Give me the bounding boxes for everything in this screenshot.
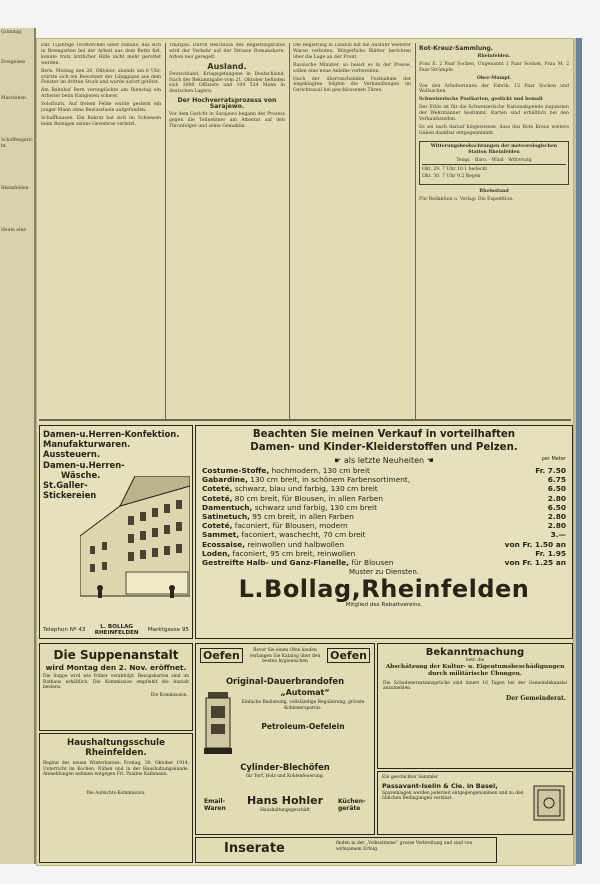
price-item-name: Gestreifte Halb- und Ganz-Flanelle, für Blousen (202, 558, 394, 568)
article-paragraph: Bern. Montag den 26. Oktober, abends um 6 Uhr, stürzte sich ein Bewohner der Länggasse aus dem Fenster im dritten Stock und wurde sofort getötet. (41, 68, 161, 86)
ad-oefen (195, 643, 375, 835)
column-rule (165, 43, 166, 419)
ad-category: Küchen-geräte (338, 798, 366, 812)
price-row (202, 466, 566, 475)
price-item-name: Coteté, schwarz, blau und farbig, 130 cm breit (202, 484, 378, 494)
ad-address: Marktgasse 95 (147, 627, 189, 633)
ad-tag: Oefen (200, 648, 243, 663)
price-row (202, 512, 566, 521)
column-rule (289, 43, 290, 419)
price-item-value: 6.50 (547, 484, 566, 494)
ad-footer: Die Kommission. (150, 692, 188, 698)
ad-line: Aussteuern. (43, 449, 101, 460)
left-fragment: Grimmig (1, 30, 22, 35)
left-fragment: Maschinen (1, 96, 26, 101)
ad-line: Wäsche. (61, 469, 101, 480)
ad-inserate (195, 837, 497, 863)
left-page-text (0, 28, 34, 236)
ad-line: St.Galler- (43, 480, 88, 491)
price-item-value: von Fr. 1.50 an (504, 539, 566, 549)
price-item-name: Costume-Stoffe, hochmodern, 130 cm breit (202, 466, 370, 475)
price-item-value: 6.75 (547, 475, 566, 485)
price-item-name: Ecossaise, reinwollen und halbwollen (202, 539, 345, 549)
ad-sign-name: L. BOLLAG (100, 624, 134, 630)
article-column-4 (419, 43, 569, 417)
article-column-2 (169, 43, 285, 417)
newspaper-page (36, 38, 574, 866)
ad-subhead: als letzte Neuheiten (343, 456, 425, 465)
price-row (202, 558, 566, 567)
ad-title: Cylinder-Blechöfen (240, 762, 330, 772)
ad-seller-sub: Haushaltungsgeschäft (260, 808, 310, 813)
subheading: Ober-Mumpf. (476, 75, 512, 81)
ad-sign-city: RHEINFELDEN (94, 630, 139, 636)
price-list (196, 465, 572, 567)
ad-body: Spareinlagen werden jederzeit entgegengenommen und zu den üblichen Bedingungen verzinst. (382, 790, 524, 802)
ad-samples: Muster zu Diensten. (348, 568, 420, 577)
price-item-name: Coteté, 80 cm breit, für Blousen, in allen Farben (202, 493, 384, 503)
section-heading-rotkreuz: Rot-Kreuz-Sammlung. (419, 45, 494, 52)
ad-footer: Die Aufsichts-Kommission. (86, 790, 146, 796)
section-rule (39, 419, 571, 421)
ad-body: für Torf, Holz und Kohlenfeuerung. (245, 774, 325, 779)
pointing-hand-icon: ☚ (426, 456, 434, 465)
weather-title: Witterungsbeobachtungen der meteorologischen Station Rheinfelden (430, 143, 558, 155)
left-page-edge (0, 28, 36, 864)
article-paragraph: Vor dem Gericht in Sarajewo begann der Prozess gegen die Teilnehmer am Attentat auf den Thronfolger und seine Gemahlin. (169, 112, 285, 129)
article-paragraph: Solothurn. Auf freiem Felde wurde gestern ein junger Mann ohne Bewusstsein aufgefunden. (41, 102, 161, 114)
price-item-value: Fr. 7.50 (535, 466, 566, 475)
price-row (202, 475, 566, 484)
weather-table (419, 141, 569, 186)
price-item-value: 2.80 (547, 493, 566, 503)
ad-brand: L.Bollag,Rheinfelden (238, 575, 530, 604)
price-item-name: Gabardine, 130 cm breit, in schönem Farbensortiment, (202, 475, 411, 485)
ad-body: Die Schadenersatzansprüche sind innert 10 Tagen bei der Gemeindekanzlei anzumelden. (383, 680, 567, 692)
ad-heading: Abschätzung der Kultur- u. Eigentumsbeschädigungen durch militärische Übungen. (385, 663, 565, 677)
ad-line: Stickereien (43, 490, 97, 501)
ad-line: Manufakturwaren. (43, 439, 131, 450)
ad-bank-name: Passavant-Iselin & Cie. in Basel, (382, 781, 498, 790)
ad-title: Bekanntmachung (425, 647, 525, 658)
ad-inserate-word: Inserate (224, 841, 285, 856)
ad-per-meter: per Meter (541, 456, 566, 462)
ad-headline: Beachten Sie meinen Verkauf in vorteilhaften (252, 429, 516, 440)
article-paragraph: Der Erlös ist für die Schweizerische Nationalspende zugunsten der Wehrmänner bestimmt. Karten sind erhältlich bei den Verkaufsstellen. (419, 105, 569, 123)
ad-intro: Ein geschickter Sammler (382, 775, 439, 780)
ad-bollag (195, 425, 573, 639)
left-fragment: Schöffengericht (1, 138, 33, 149)
ad-title: Original-Dauerbrandofen (225, 676, 345, 686)
ad-bekanntmachung (377, 643, 573, 769)
price-item-value: 2.80 (547, 512, 566, 522)
left-fragment: Ereignisse (1, 60, 26, 65)
ad-headline: Damen- und Kinder-Kleiderstoffen und Pelzen. (250, 442, 518, 453)
ad-title: Petroleum-Oefelein (261, 722, 345, 731)
ad-line: Damen-u.Herren- (43, 459, 125, 470)
price-row (202, 549, 566, 558)
ad-title: Die Suppenanstalt (53, 648, 179, 662)
price-row (202, 494, 566, 503)
ad-sub: betr. die (465, 658, 485, 663)
price-row (202, 484, 566, 493)
article-paragraph: Nach der überraschenden Festnahme der Angeklagten folgten die Verhandlungen im Gerichtssaal bei geschlossenen Türen. (293, 76, 411, 94)
ad-subtitle: wird Montag den 2. Nov. eröffnet. (45, 663, 187, 672)
price-row (202, 530, 566, 539)
article-column-3 (293, 43, 411, 417)
pointing-hand-icon: ☛ (334, 456, 342, 465)
ad-intro: Bevor Sie einen Ofen kaufen verlangen Sie Katalog über den besten hygienischen (249, 648, 321, 665)
price-row (202, 540, 566, 549)
article-paragraph: Es sei noch darauf hingewiesen, dass das Rote Kreuz weitere Gaben dankbar entgegennimmt. (419, 124, 569, 136)
ad-title: „Automat“ (280, 688, 330, 697)
ad-telephone: Telephon Nº 43 (43, 627, 86, 633)
article-paragraph: Das 11jährige Töchterchen einer Familie, das sich in Bremgarten bei der Arbeit aus dem Bette fiel, konnte trotz ärztlicher Hilfe nicht mehr gerettet werden. (41, 43, 161, 66)
left-fragment: Heute eine (1, 228, 27, 233)
ad-body: Beginn des neuen Winterkurses: Freitag, 30. Oktober 1914. Unterricht im Kochen, Nähen und in der Haushaltungskunde. Anmeldungen nehmen entgegen Frl. Pauline Kalbmann. (43, 761, 189, 778)
price-item-name: Damentuch, schwarz und farbig, 130 cm breit (202, 502, 377, 512)
ad-inserate-text: finden in der „Volksstimme“ grosse Verbreitung und sind von wirksamem Erfolg. (336, 841, 473, 852)
subheading: Rheinfelden. (477, 53, 511, 59)
ad-body: Die Suppe wird wie früher verabfolgt. Bezugskarten sind im Rathaus erhältlich. Die Kommission empfiehlt die Anstalt bestens. (43, 674, 189, 691)
weather-row: Okt. 29. 7 Uhr 10.1 bedeckt (422, 166, 488, 172)
stove-illustration (202, 690, 234, 756)
section-heading-ausland: Ausland. (207, 61, 247, 71)
ad-category: Email-Waren (204, 798, 226, 812)
ad-member: Mitglied des Rabattvereins. (345, 602, 423, 609)
ad-bank (377, 771, 573, 835)
price-item-value: 6.50 (547, 502, 566, 512)
price-row (202, 521, 566, 530)
footer-note: Für Redaktion u. Verlag: Die Expedition. (419, 197, 514, 203)
article-paragraph: Am Bahnhof Bern verunglückte am Dienstag ein Arbeiter beim Rangieren schwer. (41, 88, 161, 100)
weather-header: Temp. · Baro. · Wind · Witterung (422, 158, 566, 165)
ad-haushaltungsschule (39, 733, 193, 863)
weather-row: Okt. 30. 7 Uhr 9.2 Regen (422, 174, 481, 180)
price-item-name: Loden, faconiert, 95 cm breit, reinwollen (202, 548, 356, 558)
price-item-value: von Fr. 1.25 an (504, 558, 566, 568)
ad-konfektion (39, 425, 193, 639)
ad-title: Haushaltungsschule Rheinfelden. (67, 738, 165, 758)
price-item-value: 2.80 (547, 521, 566, 531)
price-item-value: Fr. 1.95 (535, 548, 566, 558)
article-paragraph: Frau E. 2 Paar Socken, Ungenannt 1 Paar Socken, Frau M. 2 Paar Strümpfe. (419, 61, 569, 73)
article-paragraph: Deutschland. Kriegsgefangene in Deutschland. Nach der Bekanntgabe vom 21. Oktober befinden sich 3000 Offiziere und 104 524 Mann in deutschen Lagern. (169, 71, 285, 95)
ad-footer: Der Gemeinderat. (506, 694, 566, 702)
article-paragraph: Schaffhausen. Ein Rekrut hat sich im Schiessen beim Reinigen seines Gewehres verletzt. (41, 115, 161, 127)
article-paragraph: Die Regierung in London hat die Ausfuhr weiterer Waren verboten. Bürgerliche Blätter berichten über die Lage an der Front. (293, 43, 411, 60)
price-item-value: 3.— (550, 530, 566, 540)
left-fragment: Rheinfelden (1, 186, 29, 191)
subheading: Schweizerische Postkarten, gestickt und bemalt (419, 97, 543, 103)
article-paragraph: Thurgau. Durch Beschluss des Regierungsrates wird der Verkehr auf der Strasse Romanshorn-Arbon neu geregelt. (169, 43, 285, 60)
subheading: Rheinstand (479, 189, 509, 195)
price-item-name: Coteté, faconiert, für Blousen, modern (202, 521, 348, 531)
ad-tag: Oefen (327, 648, 370, 663)
ad-line: Damen-u.Herren-Konfektion. (43, 429, 180, 439)
ad-seller: Hans Hohler (246, 794, 324, 807)
ad-body: Einfache Bedienung, vollständige Regulierung, grösste Kohlenersparnis. (241, 700, 365, 711)
article-paragraph: Russische Minister, so heisst es in der Presse, sollen eine neue Anleihe vorbereiten. (293, 62, 411, 74)
article-column-1 (41, 43, 161, 417)
section-heading-hochverrat: Der Hochverratsprozess von Sarajewo. (177, 97, 277, 111)
price-item-name: Satinetuch, 95 cm breit, in allen Farben (202, 512, 354, 522)
price-item-name: Sammet, faconiert, waschecht, 70 cm breit (202, 530, 366, 540)
price-row (202, 503, 566, 512)
bank-vault-icon (532, 782, 566, 822)
building-illustration (80, 476, 190, 606)
ad-suppenanstalt (39, 643, 193, 731)
column-rule (415, 43, 416, 419)
article-paragraph: Von den Arbeiterinnen der Fabrik: 12 Paar Socken und Wollsachen. (419, 83, 569, 95)
